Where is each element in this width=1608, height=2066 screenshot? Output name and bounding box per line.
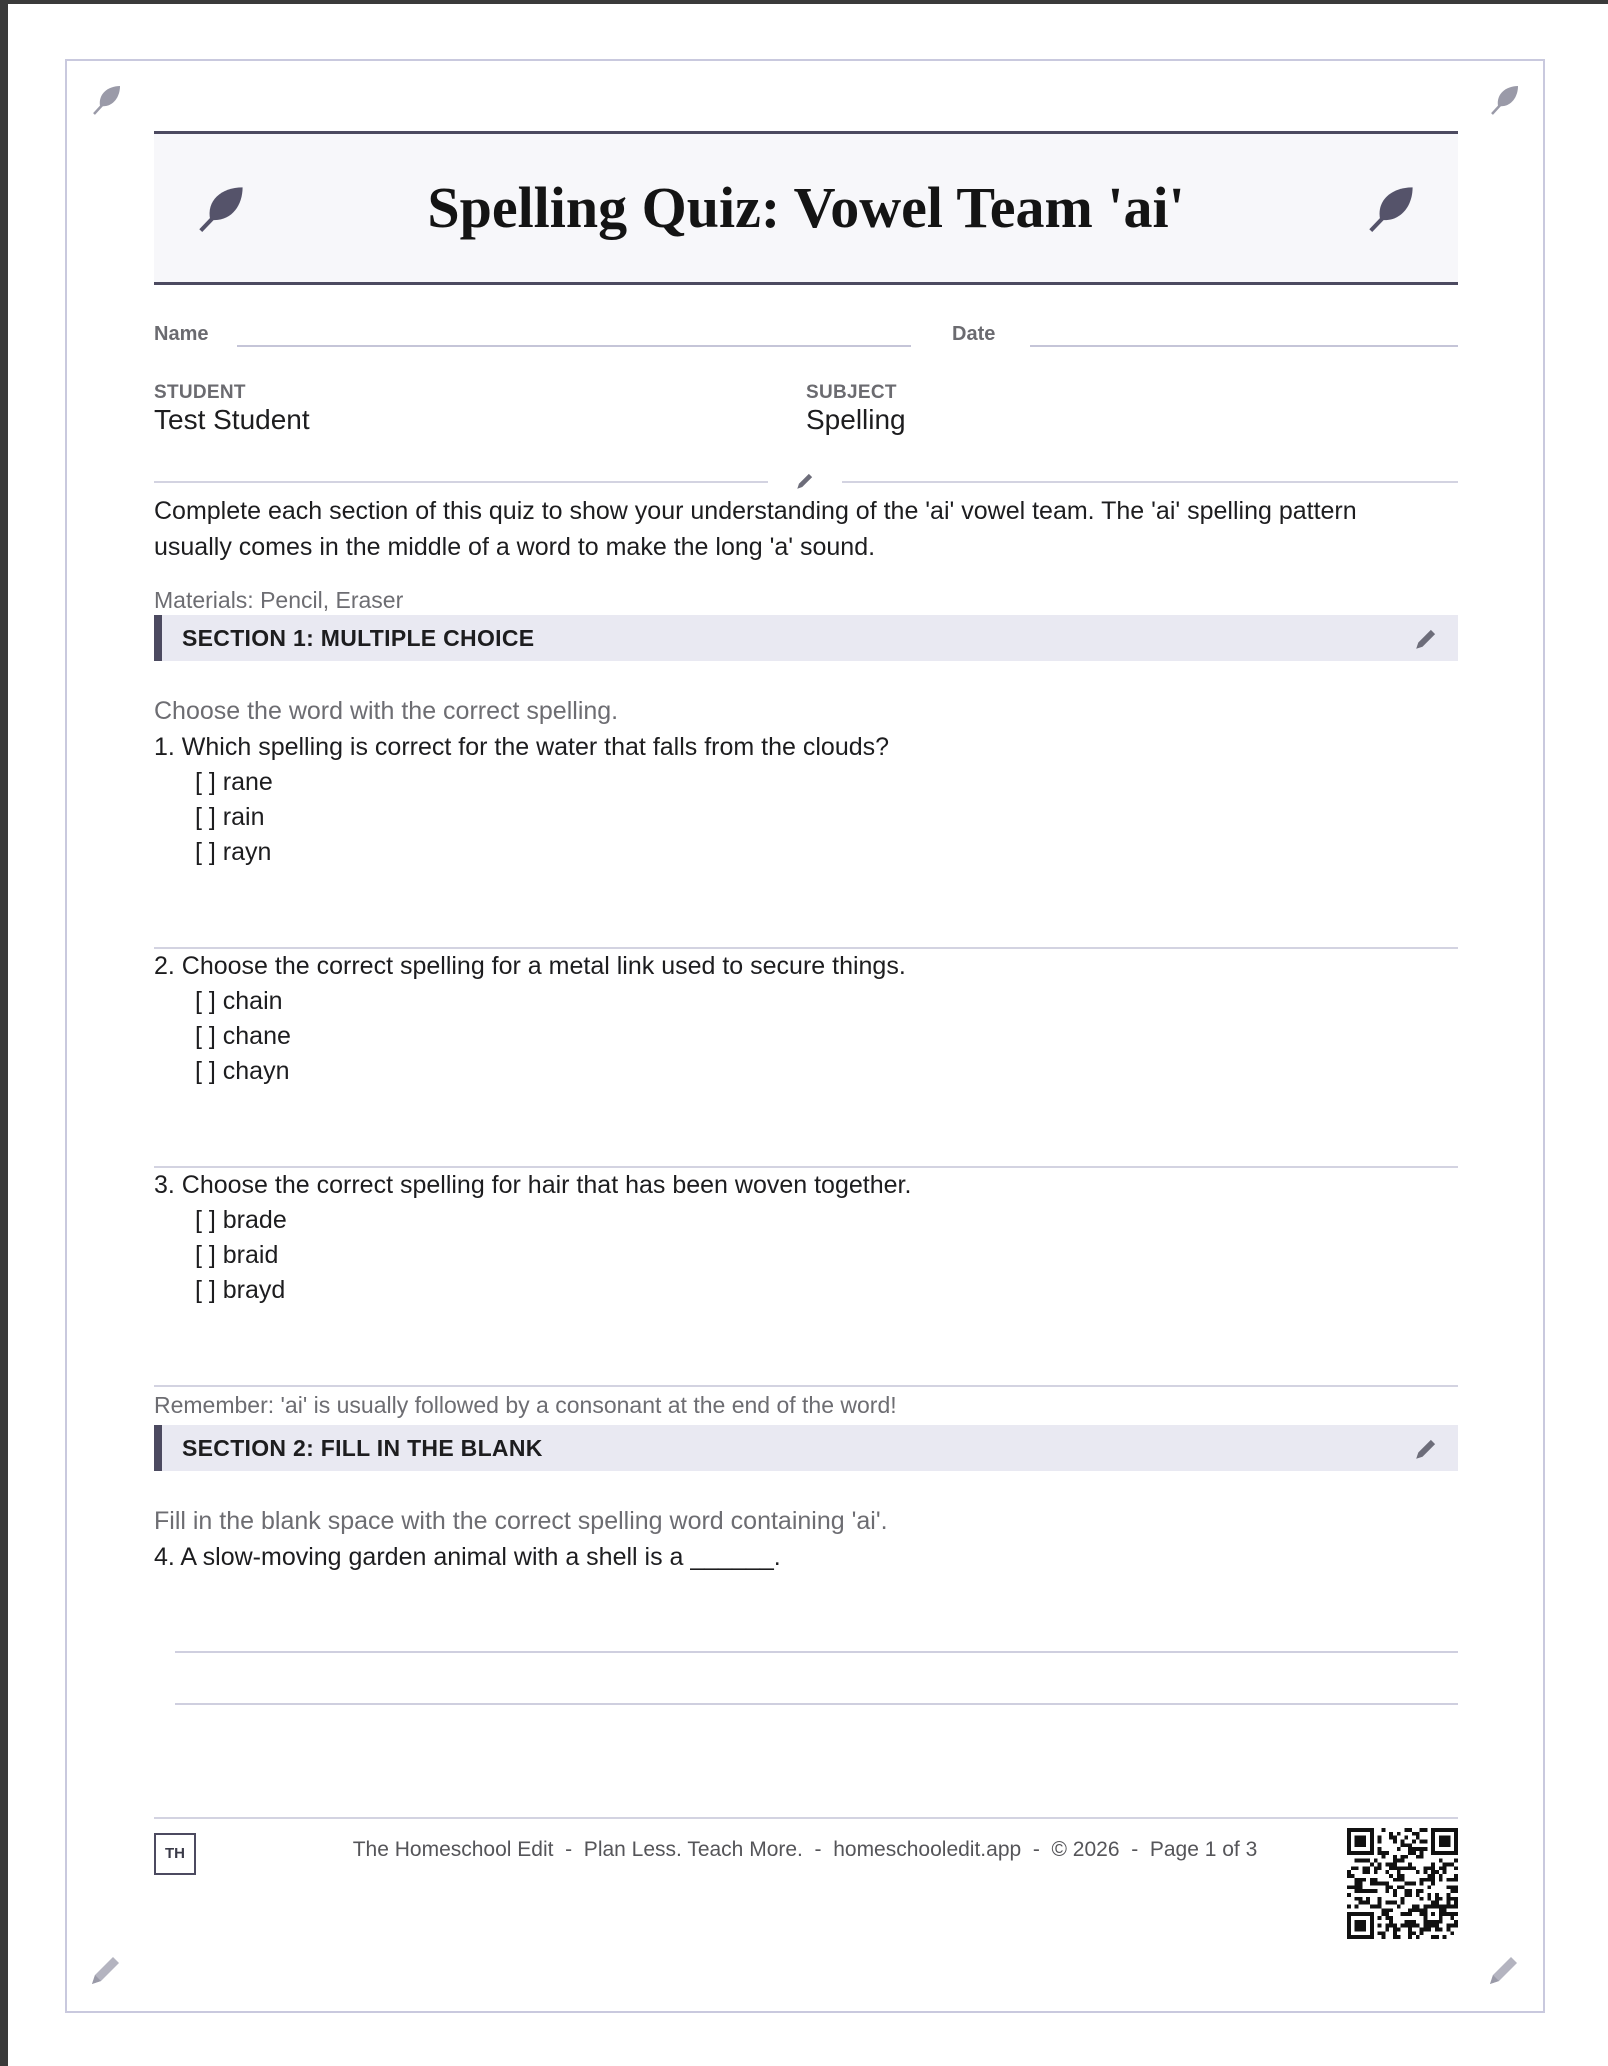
- intro-line-2: usually comes in the middle of a word to make the long 'a' sound.: [154, 533, 876, 561]
- option-rain[interactable]: [ ] rain: [195, 803, 265, 831]
- subject-label: SUBJECT: [806, 382, 897, 403]
- qr-code-icon: [1347, 1828, 1458, 1939]
- date-field[interactable]: [1030, 345, 1458, 347]
- materials-note: Materials: Pencil, Eraser: [154, 587, 404, 613]
- reminder-note: Remember: 'ai' is usually followed by a consonant at the end of the word!: [154, 1392, 897, 1418]
- section-2-title: SECTION 2: FILL IN THE BLANK: [182, 1435, 543, 1461]
- option-brade[interactable]: [ ] brade: [195, 1206, 287, 1234]
- name-field[interactable]: [237, 345, 911, 347]
- option-rayn[interactable]: [ ] rayn: [195, 838, 272, 866]
- student-label: STUDENT: [154, 382, 246, 403]
- section-1-instruction: Choose the word with the correct spelling.: [154, 697, 619, 725]
- student-value: Test Student: [154, 404, 310, 435]
- intro-line-1: Complete each section of this quiz to show your understanding of the 'ai' vowel team. The 'ai' spelling pattern: [154, 497, 1357, 525]
- leaf-icon: [1484, 80, 1524, 120]
- question-4: 4. A slow-moving garden animal with a shell is a ______.: [154, 1543, 781, 1571]
- option-brayd[interactable]: [ ] brayd: [195, 1276, 286, 1304]
- question-3: 3. Choose the correct spelling for hair that has been woven together.: [154, 1171, 912, 1199]
- divider-left: [154, 481, 768, 483]
- divider-right: [842, 481, 1458, 483]
- leaf-icon: [1364, 182, 1418, 236]
- question-1: 1. Which spelling is correct for the water that falls from the clouds?: [154, 733, 890, 761]
- page-title: Spelling Quiz: Vowel Team 'ai': [427, 175, 1185, 240]
- option-chane[interactable]: [ ] chane: [195, 1022, 291, 1050]
- pencil-icon[interactable]: [1412, 625, 1440, 653]
- option-rane[interactable]: [ ] rane: [195, 768, 273, 796]
- answer-line[interactable]: [175, 1703, 1458, 1705]
- option-chayn[interactable]: [ ] chayn: [195, 1057, 290, 1085]
- section-1-header: [154, 615, 1458, 661]
- footer-text: The Homeschool Edit - Plan Less. Teach More. - homeschooledit.app - © 2026 - Page 1 of 3: [352, 1838, 1258, 1861]
- question-2: 2. Choose the correct spelling for a metal link used to secure things.: [154, 952, 906, 980]
- footer-divider: [154, 1817, 1458, 1819]
- title-banner: [154, 131, 1458, 285]
- option-braid[interactable]: [ ] braid: [195, 1241, 279, 1269]
- date-label: Date: [952, 323, 996, 345]
- pencil-icon[interactable]: [1412, 1435, 1440, 1463]
- pencil-icon: [1484, 1950, 1524, 1990]
- leaf-icon: [86, 80, 126, 120]
- pencil-icon: [86, 1950, 126, 1990]
- pencil-icon: [794, 470, 816, 492]
- section-2-instruction: Fill in the blank space with the correct spelling word containing 'ai'.: [154, 1507, 888, 1535]
- brand-logo: TH: [154, 1833, 196, 1875]
- name-label: Name: [154, 323, 209, 345]
- subject-value: Spelling: [806, 404, 906, 435]
- section-1-title: SECTION 1: MULTIPLE CHOICE: [182, 625, 535, 651]
- answer-line[interactable]: [175, 1651, 1458, 1653]
- window-edge-left: [0, 0, 8, 2066]
- section-2-header: [154, 1425, 1458, 1471]
- option-chain[interactable]: [ ] chain: [195, 987, 283, 1015]
